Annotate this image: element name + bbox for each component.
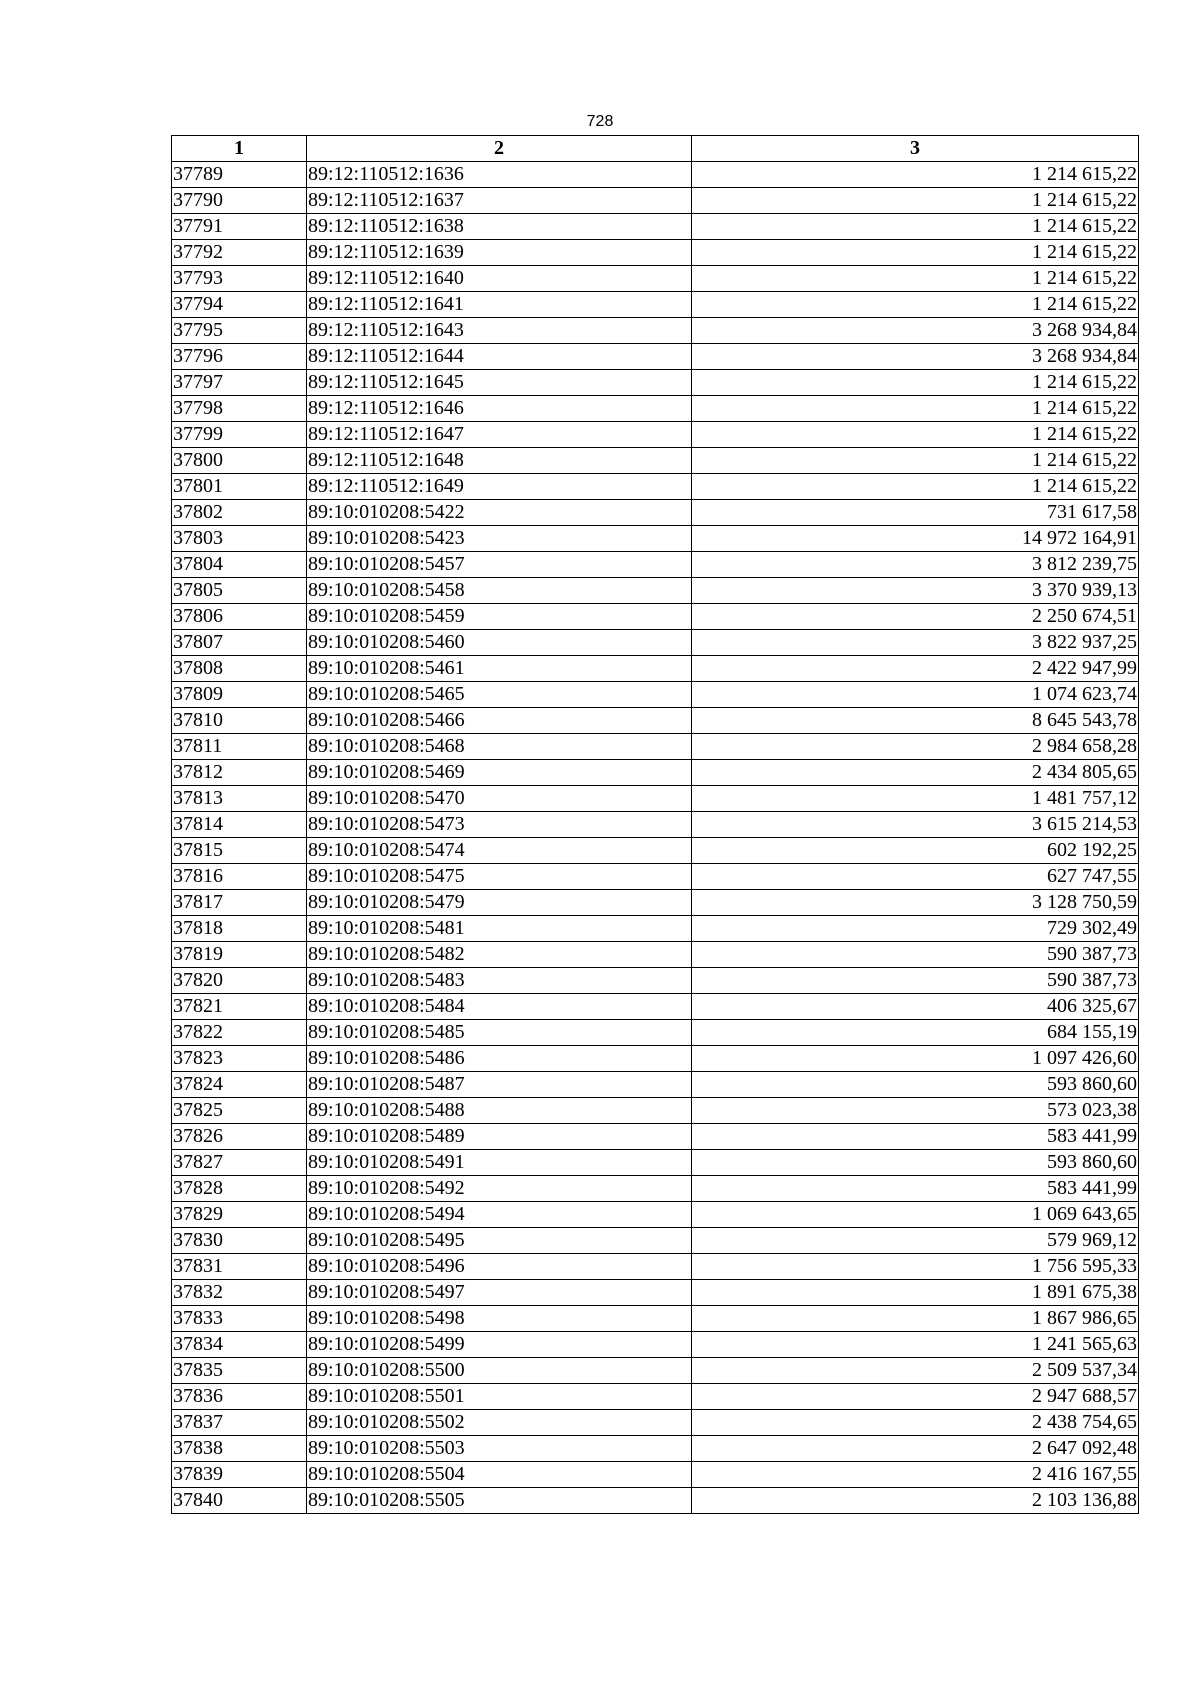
row-number-cell: 37831 [172, 1254, 307, 1280]
table-row [172, 1280, 1139, 1306]
table-row [172, 1228, 1139, 1254]
cadastral-number-cell: 89:10:010208:5466 [307, 708, 692, 734]
table-row [172, 864, 1139, 890]
cadastral-value-cell: 3 128 750,59 [692, 890, 1139, 916]
table-row [172, 578, 1139, 604]
table-row [172, 812, 1139, 838]
cadastral-number-cell: 89:10:010208:5485 [307, 1020, 692, 1046]
table-row [172, 968, 1139, 994]
cadastral-value-cell: 1 069 643,65 [692, 1202, 1139, 1228]
table-row [172, 1098, 1139, 1124]
table-row [172, 448, 1139, 474]
table-row [172, 1150, 1139, 1176]
cadastral-value-cell: 3 268 934,84 [692, 318, 1139, 344]
cadastral-number-cell: 89:10:010208:5504 [307, 1462, 692, 1488]
cadastral-value-cell: 1 756 595,33 [692, 1254, 1139, 1280]
row-number-cell: 37818 [172, 916, 307, 942]
cadastral-number-cell: 89:10:010208:5505 [307, 1488, 692, 1514]
cadastral-number-cell: 89:10:010208:5461 [307, 656, 692, 682]
table-row [172, 1410, 1139, 1436]
column-header-1: 1 [172, 136, 307, 162]
row-number-cell: 37790 [172, 188, 307, 214]
table-row [172, 1332, 1139, 1358]
cadastral-number-cell: 89:10:010208:5489 [307, 1124, 692, 1150]
cadastral-value-cell: 1 214 615,22 [692, 240, 1139, 266]
row-number-cell: 37826 [172, 1124, 307, 1150]
cadastral-value-cell: 1 481 757,12 [692, 786, 1139, 812]
cadastral-number-cell: 89:12:110512:1637 [307, 188, 692, 214]
cadastral-value-cell: 602 192,25 [692, 838, 1139, 864]
row-number-cell: 37809 [172, 682, 307, 708]
cadastral-number-cell: 89:10:010208:5496 [307, 1254, 692, 1280]
row-number-cell: 37821 [172, 994, 307, 1020]
cadastral-number-cell: 89:10:010208:5500 [307, 1358, 692, 1384]
row-number-cell: 37828 [172, 1176, 307, 1202]
row-number-cell: 37792 [172, 240, 307, 266]
table-row [172, 526, 1139, 552]
row-number-cell: 37832 [172, 1280, 307, 1306]
cadastral-value-cell: 2 947 688,57 [692, 1384, 1139, 1410]
row-number-cell: 37824 [172, 1072, 307, 1098]
cadastral-value-cell: 684 155,19 [692, 1020, 1139, 1046]
table-body [172, 162, 1139, 1514]
cadastral-value-cell: 593 860,60 [692, 1072, 1139, 1098]
cadastral-value-cell: 583 441,99 [692, 1176, 1139, 1202]
cadastral-number-cell: 89:10:010208:5475 [307, 864, 692, 890]
cadastral-value-cell: 1 214 615,22 [692, 214, 1139, 240]
table-row [172, 734, 1139, 760]
column-header-3: 3 [692, 136, 1139, 162]
cadastral-value-cell: 8 645 543,78 [692, 708, 1139, 734]
table-row [172, 942, 1139, 968]
cadastral-number-cell: 89:12:110512:1644 [307, 344, 692, 370]
cadastral-number-cell: 89:10:010208:5495 [307, 1228, 692, 1254]
cadastral-value-cell: 1 097 426,60 [692, 1046, 1139, 1072]
table-row [172, 630, 1139, 656]
table-row [172, 552, 1139, 578]
cadastral-value-cell: 1 214 615,22 [692, 188, 1139, 214]
table-row [172, 656, 1139, 682]
row-number-cell: 37812 [172, 760, 307, 786]
row-number-cell: 37822 [172, 1020, 307, 1046]
cadastral-value-cell: 3 822 937,25 [692, 630, 1139, 656]
table-row [172, 1254, 1139, 1280]
cadastral-value-cell: 731 617,58 [692, 500, 1139, 526]
row-number-cell: 37823 [172, 1046, 307, 1072]
cadastral-number-cell: 89:10:010208:5465 [307, 682, 692, 708]
table-row [172, 396, 1139, 422]
row-number-cell: 37837 [172, 1410, 307, 1436]
row-number-cell: 37807 [172, 630, 307, 656]
table-row [172, 1124, 1139, 1150]
row-number-cell: 37798 [172, 396, 307, 422]
table-row [172, 500, 1139, 526]
cadastral-number-cell: 89:10:010208:5458 [307, 578, 692, 604]
row-number-cell: 37817 [172, 890, 307, 916]
table-row [172, 682, 1139, 708]
row-number-cell: 37834 [172, 1332, 307, 1358]
row-number-cell: 37836 [172, 1384, 307, 1410]
cadastral-value-cell: 2 250 674,51 [692, 604, 1139, 630]
cadastral-number-cell: 89:10:010208:5468 [307, 734, 692, 760]
cadastral-number-cell: 89:12:110512:1643 [307, 318, 692, 344]
table-row [172, 994, 1139, 1020]
table-row [172, 370, 1139, 396]
cadastral-value-cell: 2 984 658,28 [692, 734, 1139, 760]
cadastral-value-cell: 1 214 615,22 [692, 474, 1139, 500]
cadastral-value-cell: 1 214 615,22 [692, 266, 1139, 292]
table-row [172, 188, 1139, 214]
cadastral-value-cell: 729 302,49 [692, 916, 1139, 942]
row-number-cell: 37811 [172, 734, 307, 760]
cadastral-number-cell: 89:10:010208:5484 [307, 994, 692, 1020]
cadastral-number-cell: 89:10:010208:5497 [307, 1280, 692, 1306]
table-row [172, 760, 1139, 786]
table-row [172, 344, 1139, 370]
cadastral-value-cell: 3 615 214,53 [692, 812, 1139, 838]
table-row [172, 240, 1139, 266]
table-row [172, 1202, 1139, 1228]
cadastral-number-cell: 89:10:010208:5459 [307, 604, 692, 630]
table-row [172, 474, 1139, 500]
row-number-cell: 37819 [172, 942, 307, 968]
row-number-cell: 37797 [172, 370, 307, 396]
table-row [172, 266, 1139, 292]
cadastral-number-cell: 89:10:010208:5481 [307, 916, 692, 942]
row-number-cell: 37816 [172, 864, 307, 890]
cadastral-value-cell: 1 867 986,65 [692, 1306, 1139, 1332]
cadastral-value-cell: 3 370 939,13 [692, 578, 1139, 604]
row-number-cell: 37806 [172, 604, 307, 630]
table-row [172, 1384, 1139, 1410]
cadastral-value-cell: 2 434 805,65 [692, 760, 1139, 786]
cadastral-number-cell: 89:10:010208:5469 [307, 760, 692, 786]
row-number-cell: 37789 [172, 162, 307, 188]
row-number-cell: 37800 [172, 448, 307, 474]
cadastral-number-cell: 89:12:110512:1640 [307, 266, 692, 292]
table-row [172, 786, 1139, 812]
cadastral-value-cell: 2 438 754,65 [692, 1410, 1139, 1436]
table-row [172, 1488, 1139, 1514]
cadastral-number-cell: 89:10:010208:5498 [307, 1306, 692, 1332]
cadastral-value-cell: 573 023,38 [692, 1098, 1139, 1124]
row-number-cell: 37804 [172, 552, 307, 578]
cadastral-value-cell: 590 387,73 [692, 968, 1139, 994]
table-row [172, 1436, 1139, 1462]
row-number-cell: 37803 [172, 526, 307, 552]
cadastral-value-cell: 627 747,55 [692, 864, 1139, 890]
cadastral-value-cell: 3 812 239,75 [692, 552, 1139, 578]
cadastral-number-cell: 89:10:010208:5470 [307, 786, 692, 812]
cadastral-value-table [171, 135, 1139, 1514]
cadastral-number-cell: 89:12:110512:1639 [307, 240, 692, 266]
row-number-cell: 37796 [172, 344, 307, 370]
row-number-cell: 37805 [172, 578, 307, 604]
cadastral-number-cell: 89:10:010208:5488 [307, 1098, 692, 1124]
row-number-cell: 37815 [172, 838, 307, 864]
table-row [172, 708, 1139, 734]
cadastral-value-cell: 1 214 615,22 [692, 422, 1139, 448]
table-row [172, 1072, 1139, 1098]
cadastral-value-cell: 1 214 615,22 [692, 448, 1139, 474]
cadastral-number-cell: 89:12:110512:1641 [307, 292, 692, 318]
cadastral-number-cell: 89:10:010208:5492 [307, 1176, 692, 1202]
table-row [172, 916, 1139, 942]
row-number-cell: 37813 [172, 786, 307, 812]
table-row [172, 318, 1139, 344]
cadastral-number-cell: 89:12:110512:1645 [307, 370, 692, 396]
row-number-cell: 37840 [172, 1488, 307, 1514]
row-number-cell: 37820 [172, 968, 307, 994]
cadastral-value-cell: 579 969,12 [692, 1228, 1139, 1254]
cadastral-number-cell: 89:10:010208:5479 [307, 890, 692, 916]
cadastral-number-cell: 89:12:110512:1649 [307, 474, 692, 500]
cadastral-value-cell: 3 268 934,84 [692, 344, 1139, 370]
row-number-cell: 37830 [172, 1228, 307, 1254]
row-number-cell: 37825 [172, 1098, 307, 1124]
cadastral-number-cell: 89:10:010208:5483 [307, 968, 692, 994]
row-number-cell: 37827 [172, 1150, 307, 1176]
cadastral-value-cell: 2 647 092,48 [692, 1436, 1139, 1462]
cadastral-number-cell: 89:10:010208:5503 [307, 1436, 692, 1462]
table-row [172, 1462, 1139, 1488]
table-header-row [172, 136, 1139, 162]
cadastral-number-cell: 89:10:010208:5499 [307, 1332, 692, 1358]
row-number-cell: 37808 [172, 656, 307, 682]
row-number-cell: 37791 [172, 214, 307, 240]
cadastral-number-cell: 89:10:010208:5423 [307, 526, 692, 552]
cadastral-number-cell: 89:10:010208:5487 [307, 1072, 692, 1098]
table-row [172, 422, 1139, 448]
cadastral-number-cell: 89:10:010208:5474 [307, 838, 692, 864]
row-number-cell: 37829 [172, 1202, 307, 1228]
table-row [172, 1358, 1139, 1384]
row-number-cell: 37839 [172, 1462, 307, 1488]
cadastral-number-cell: 89:10:010208:5473 [307, 812, 692, 838]
cadastral-value-cell: 590 387,73 [692, 942, 1139, 968]
cadastral-number-cell: 89:12:110512:1636 [307, 162, 692, 188]
cadastral-value-cell: 593 860,60 [692, 1150, 1139, 1176]
table-row [172, 838, 1139, 864]
cadastral-value-cell: 1 074 623,74 [692, 682, 1139, 708]
cadastral-value-cell: 406 325,67 [692, 994, 1139, 1020]
row-number-cell: 37795 [172, 318, 307, 344]
cadastral-number-cell: 89:10:010208:5502 [307, 1410, 692, 1436]
row-number-cell: 37810 [172, 708, 307, 734]
row-number-cell: 37793 [172, 266, 307, 292]
row-number-cell: 37799 [172, 422, 307, 448]
row-number-cell: 37833 [172, 1306, 307, 1332]
cadastral-number-cell: 89:10:010208:5501 [307, 1384, 692, 1410]
column-header-2: 2 [307, 136, 692, 162]
cadastral-value-cell: 2 422 947,99 [692, 656, 1139, 682]
cadastral-value-cell: 1 241 565,63 [692, 1332, 1139, 1358]
cadastral-number-cell: 89:10:010208:5494 [307, 1202, 692, 1228]
cadastral-value-cell: 1 214 615,22 [692, 370, 1139, 396]
cadastral-value-cell: 1 214 615,22 [692, 396, 1139, 422]
row-number-cell: 37814 [172, 812, 307, 838]
row-number-cell: 37802 [172, 500, 307, 526]
cadastral-value-cell: 1 214 615,22 [692, 292, 1139, 318]
row-number-cell: 37838 [172, 1436, 307, 1462]
table-row [172, 1020, 1139, 1046]
table-row [172, 162, 1139, 188]
cadastral-value-cell: 583 441,99 [692, 1124, 1139, 1150]
cadastral-number-cell: 89:12:110512:1638 [307, 214, 692, 240]
cadastral-number-cell: 89:10:010208:5482 [307, 942, 692, 968]
row-number-cell: 37794 [172, 292, 307, 318]
row-number-cell: 37801 [172, 474, 307, 500]
cadastral-number-cell: 89:10:010208:5460 [307, 630, 692, 656]
table-row [172, 1176, 1139, 1202]
table-row [172, 604, 1139, 630]
table-row [172, 1046, 1139, 1072]
cadastral-number-cell: 89:10:010208:5422 [307, 500, 692, 526]
cadastral-number-cell: 89:10:010208:5457 [307, 552, 692, 578]
table-row [172, 890, 1139, 916]
cadastral-number-cell: 89:12:110512:1646 [307, 396, 692, 422]
cadastral-value-cell: 1 891 675,38 [692, 1280, 1139, 1306]
cadastral-value-cell: 1 214 615,22 [692, 162, 1139, 188]
table-row [172, 1306, 1139, 1332]
cadastral-number-cell: 89:10:010208:5491 [307, 1150, 692, 1176]
table-row [172, 214, 1139, 240]
cadastral-value-cell: 2 509 537,34 [692, 1358, 1139, 1384]
cadastral-number-cell: 89:12:110512:1647 [307, 422, 692, 448]
table-row [172, 292, 1139, 318]
cadastral-value-cell: 2 103 136,88 [692, 1488, 1139, 1514]
cadastral-number-cell: 89:10:010208:5486 [307, 1046, 692, 1072]
cadastral-number-cell: 89:12:110512:1648 [307, 448, 692, 474]
cadastral-value-cell: 14 972 164,91 [692, 526, 1139, 552]
page-number: 728 [586, 113, 614, 130]
row-number-cell: 37835 [172, 1358, 307, 1384]
cadastral-value-cell: 2 416 167,55 [692, 1462, 1139, 1488]
